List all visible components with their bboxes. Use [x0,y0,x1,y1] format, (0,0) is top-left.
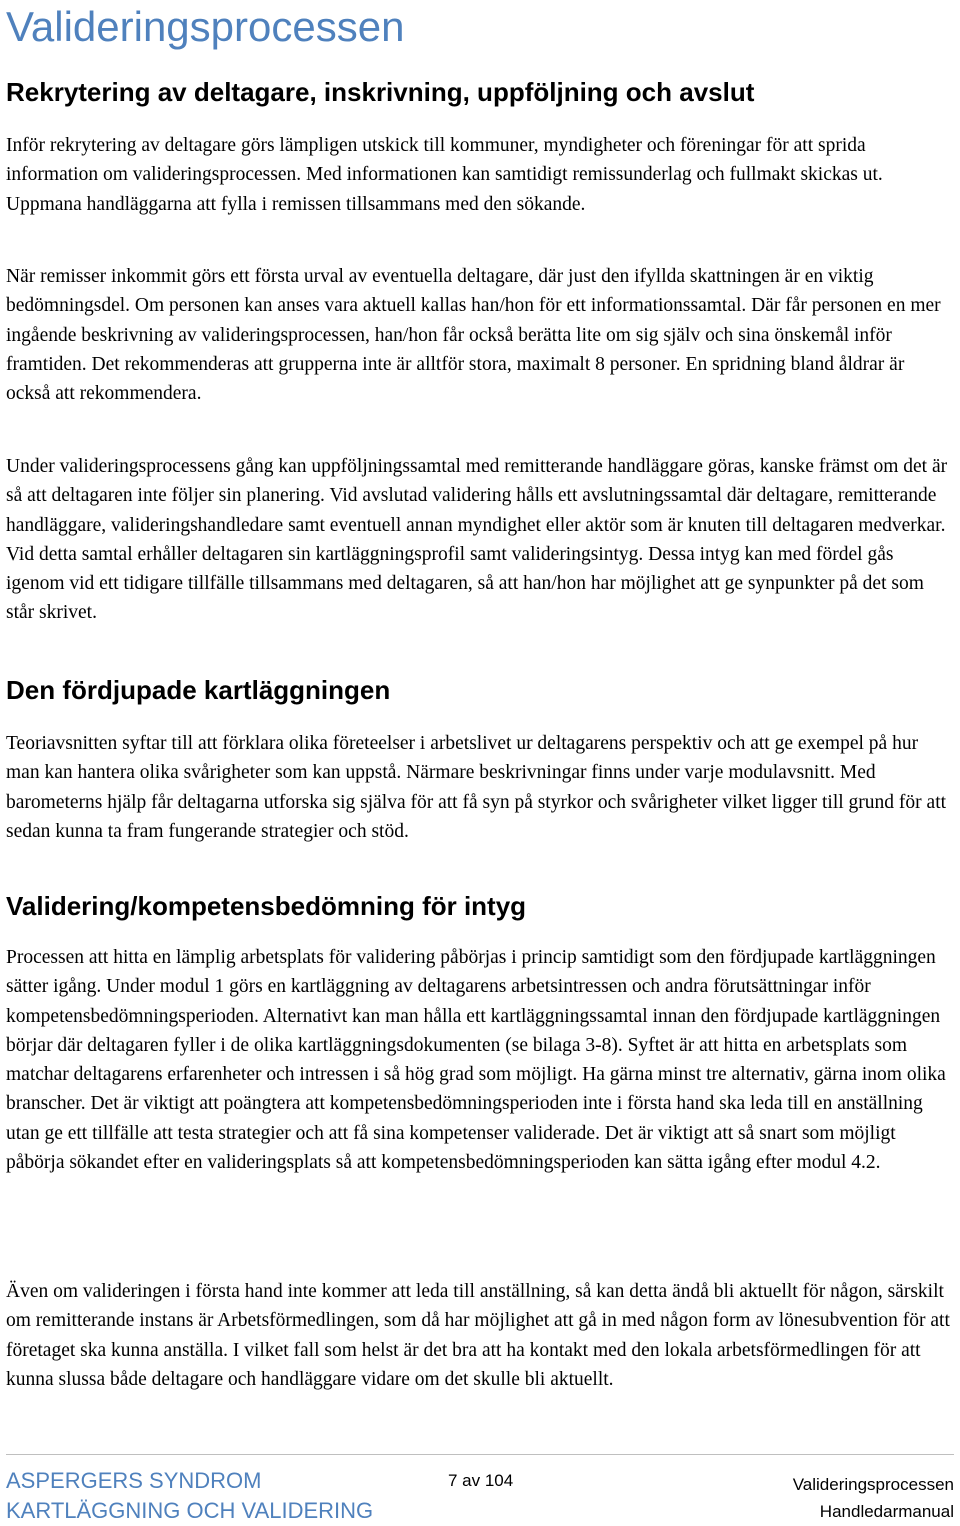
paragraph: När remisser inkommit görs ett första urval av eventuella deltagare, där just den ifyllda skattningen är en viktig bedömningsdel. Om personen kan anses vara aktuell kallas han/hon för ett informationssamtal. Där får personen en mer ingående beskrivning av valideringsprocessen, han/hon får också berätta lite om sig själv och sina önskemål inför framtiden. Det rekommenderas att grupperna inte är alltför stora, maximalt 8 personer. En spridning bland åldrar är också att rekommendera. [6,266,941,405]
footer-series-line: KARTLÄGGNING OCH VALIDERING [6,1498,374,1523]
paragraph: Under valideringsprocessens gång kan uppföljningssamtal med remitterande handläggare göras, kanske främst om det är så att deltagaren inte följer sin planering. Vid avslutad validering hålls ett avslutningssamtal där deltagare, remitterande handläggare, valideringshandledare samt eventuell annan myndighet eller aktör som är knuten till deltagaren medverkar. Vid detta samtal erhåller deltagaren sin kartläggningsprofil samt valideringsintyg. Dessa intyg kan med fördel gås igenom vid ett tidigare tillfälle tillsammans med deltagaren, så att han/hon har möjlighet att ge synpunkter på det som står skrivet. [6,456,948,624]
footer-manual-name: Handledarmanual [819,1502,954,1521]
page-title: Valideringsprocessen [6,3,405,50]
footer-series-title [6,1466,373,1526]
footer-divider [6,1454,954,1455]
footer-chapter [793,1471,954,1525]
paragraph: Även om valideringen i första hand inte kommer att leda till anställning, så kan detta ändå bli aktuellt för någon, särskilt om remitterande instans är Arbetsförmedlingen, som då har möjlighet att gå in med någon form av lönesubvention för att företaget ska kunna anställa. I vilket fall som helst är det bra att ha kontakt med den lokala arbetsförmedlingen för att kunna slussa både deltagare och handläggare vidare om det skulle bli aktuellt. [6,1281,950,1390]
section-heading-validation: Validering/kompetensbedömning för intyg [6,891,527,921]
section-heading-recruitment: Rekrytering av deltagare, inskrivning, uppföljning och avslut [6,77,755,107]
footer-series-line: ASPERGERS SYNDROM [6,1468,262,1493]
section-heading-deep-mapping: Den fördjupade kartläggningen [6,675,391,705]
paragraph: Processen att hitta en lämplig arbetsplats för validering påbörjas i princip samtidigt som den fördjupade kartläggningen sätter igång. Under modul 1 görs en kartläggning av deltagarens arbetsintressen och andra förutsättningar inför kompetensbedömningsperioden. Alternativt kan man hålla ett kartläggningssamtal innan den fördjupade kartläggningen börjar där deltagaren fyller i de olika kartläggningsdokumenten (se bilaga 3-8). Syftet är att hitta en arbetsplats som matchar deltagarens erfarenheter och intressen i så hög grad som möjligt. Ha gärna minst tre alternativ, gärna inom olika branscher. Det är viktigt att poängtera att kompetensbedömningsperioden inte i första hand ska leda till en anställning utan ge ett tillfälle att testa strategier och att få sina kompetenser validerade. Det är viktigt att så snart som möjligt påbörja sökandet efter en valideringsplats så att kompetensbedömningsperioden kan sätta igång efter modul 4.2. [6,947,946,1174]
paragraph: Teoriavsnitten syftar till att förklara olika företeelser i arbetslivet ur deltagarens perspektiv och att ge exempel på hur man kan hantera olika svårigheter som kan uppstå. Närmare beskrivningar finns under varje modulavsnitt. Med barometerns hjälp får deltagarna utforska sig själva för att få syn på styrkor och svårigheter vilket ligger till grund för att sedan kunna ta fram fungerande strategier och stöd. [6,733,947,842]
footer-chapter-name: Valideringsprocessen [792,1475,954,1494]
page-number: 7 av 104 [448,1471,514,1490]
paragraph: Inför rekrytering av deltagare görs lämpligen utskick till kommuner, myndigheter och föreningar för att sprida information om valideringsprocessen. Med informationen kan samtidigt remissunderlag och fullmakt skickas ut. Uppmana handläggarna att fylla i remissen tillsammans med den sökande. [6,135,883,215]
